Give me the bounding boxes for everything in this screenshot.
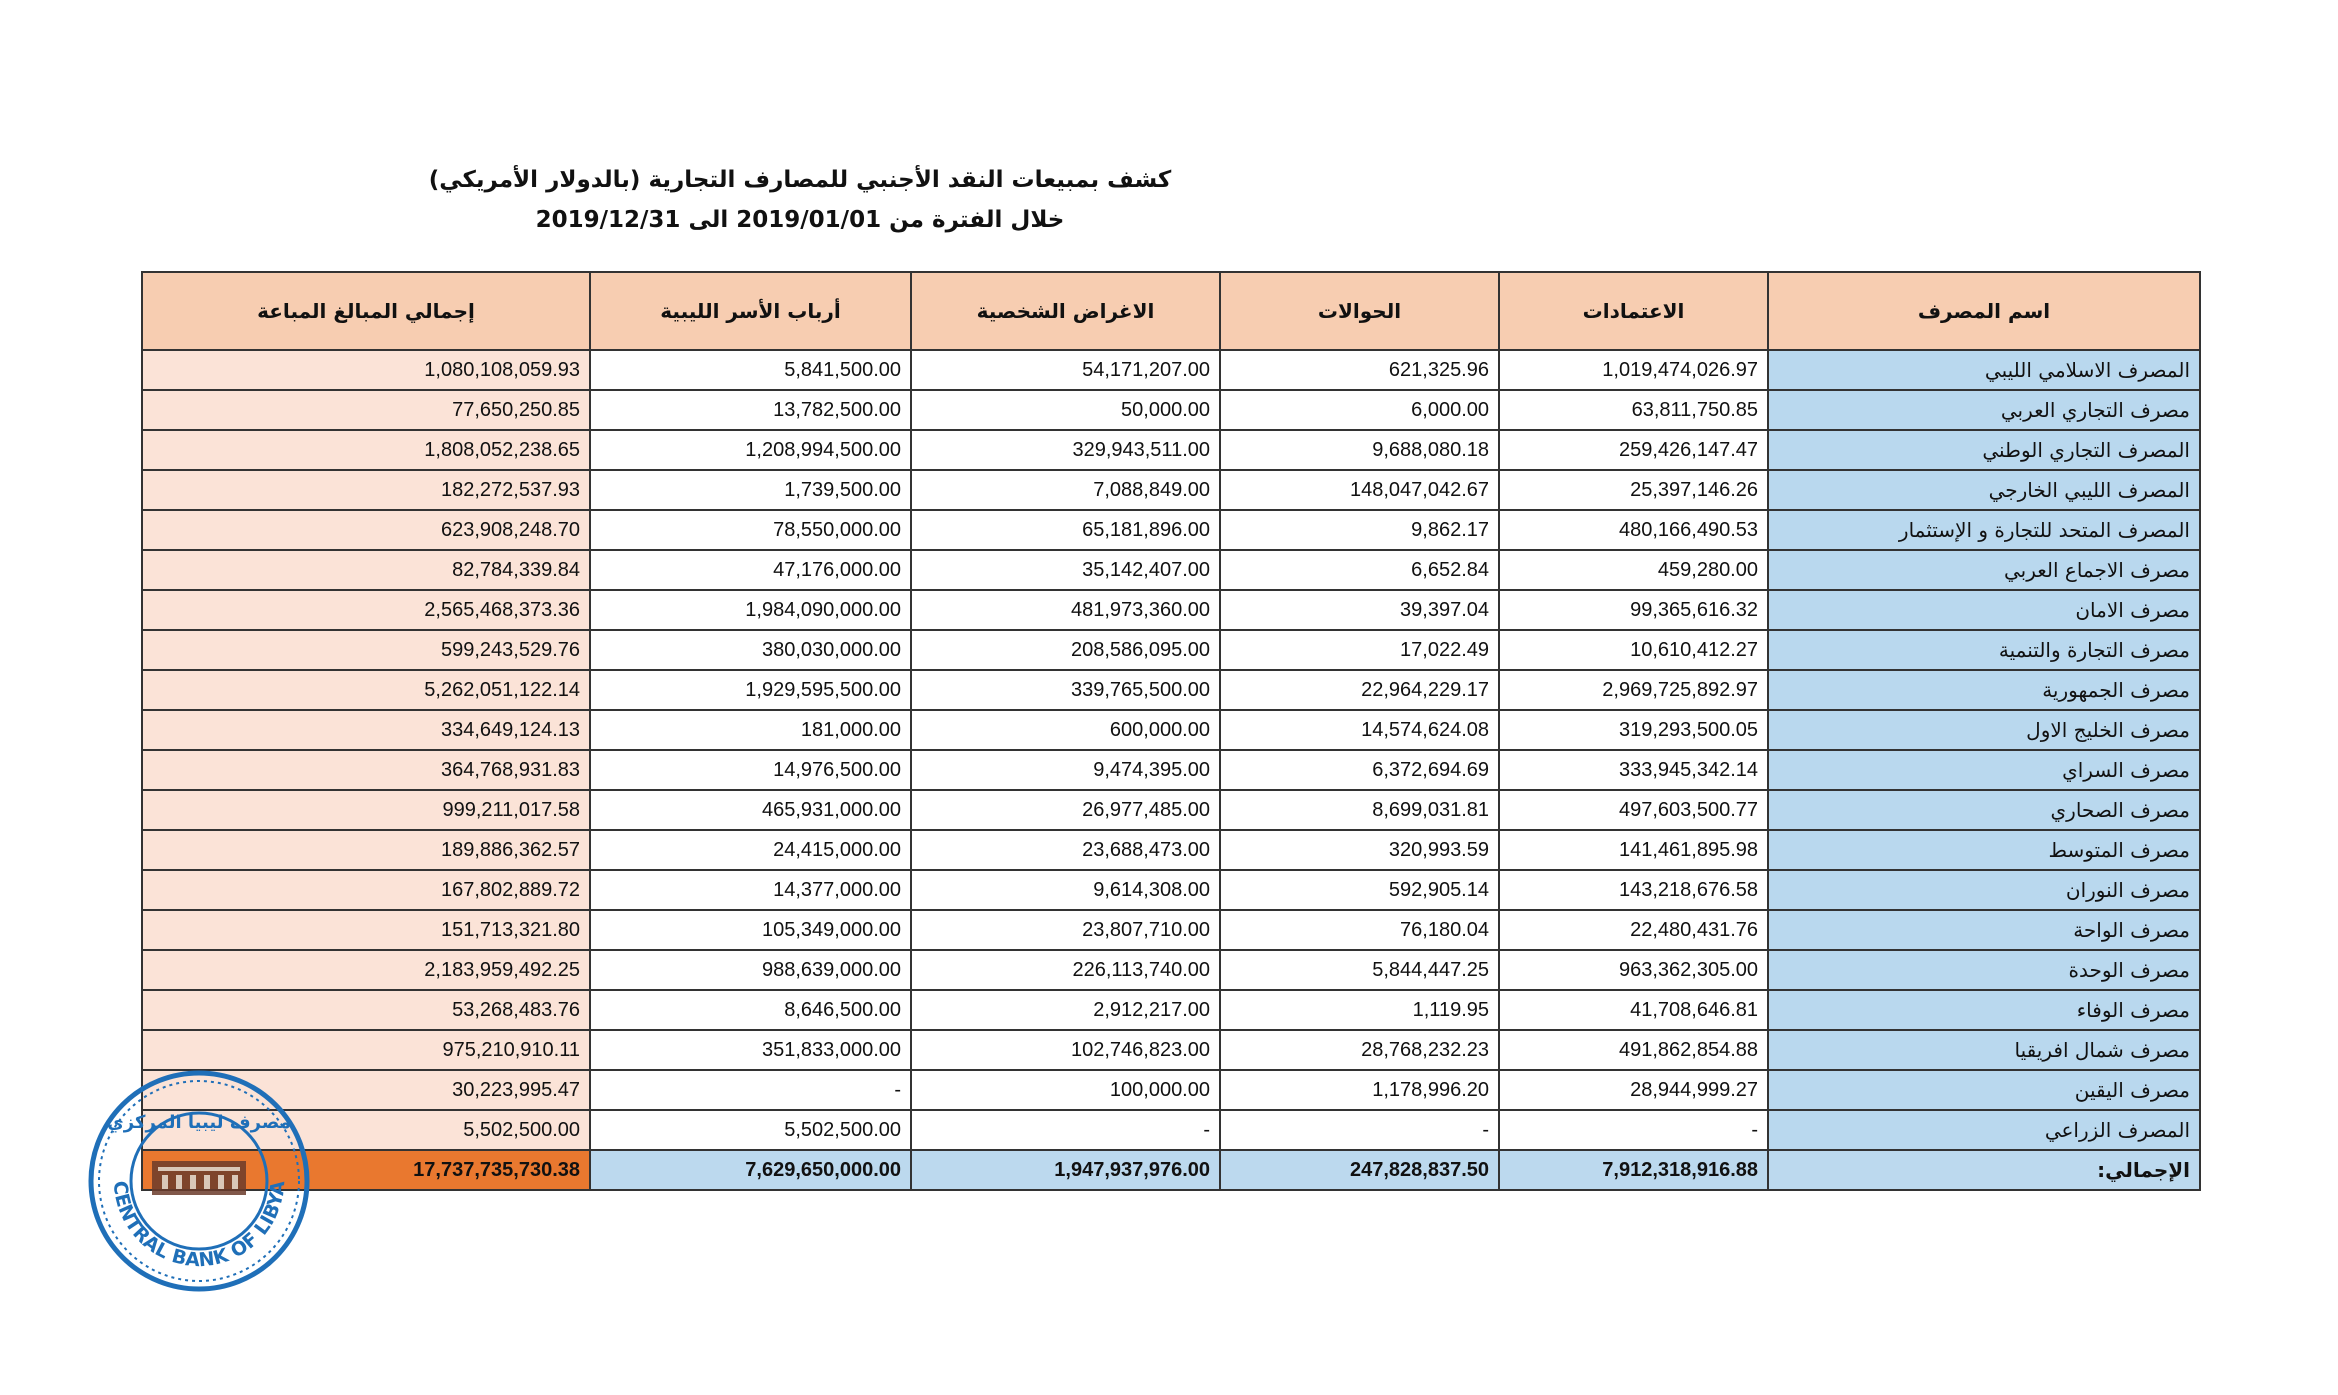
cell-families: 351,833,000.00 (590, 1030, 911, 1070)
cell-credits: 10,610,412.27 (1499, 630, 1768, 670)
cell-credits: 491,862,854.88 (1499, 1030, 1768, 1070)
cell-total: 82,784,339.84 (142, 550, 590, 590)
cell-transfers: 6,372,694.69 (1220, 750, 1499, 790)
cell-families: 24,415,000.00 (590, 830, 911, 870)
cell-credits: 333,945,342.14 (1499, 750, 1768, 790)
cell-credits: 41,708,646.81 (1499, 990, 1768, 1030)
cell-total: 5,502,500.00 (142, 1110, 590, 1150)
cell-families: 14,377,000.00 (590, 870, 911, 910)
cell-total: 189,886,362.57 (142, 830, 590, 870)
cell-families: 13,782,500.00 (590, 390, 911, 430)
cell-bank-name: المصرف الزراعي (1768, 1110, 2200, 1150)
table-row (142, 630, 2200, 670)
cell-families: 181,000.00 (590, 710, 911, 750)
cell-transfers: 320,993.59 (1220, 830, 1499, 870)
header-total: إجمالي المبالغ المباعة (142, 272, 590, 350)
cell-families: 47,176,000.00 (590, 550, 911, 590)
table-row (142, 390, 2200, 430)
cell-families: 78,550,000.00 (590, 510, 911, 550)
totals-transfers: 247,828,837.50 (1220, 1150, 1499, 1190)
cell-families: 1,929,595,500.00 (590, 670, 911, 710)
document-period: خلال الفترة من 2019/01/01 الى 2019/12/31 (535, 207, 1065, 233)
cell-bank-name: مصرف المتوسط (1768, 830, 2200, 870)
cell-credits: 63,811,750.85 (1499, 390, 1768, 430)
cell-personal: 26,977,485.00 (911, 790, 1220, 830)
cell-bank-name: مصرف الصحاري (1768, 790, 2200, 830)
header-bank: اسم المصرف (1768, 272, 2200, 350)
stamp-building-icon (152, 1161, 246, 1195)
cell-credits: 963,362,305.00 (1499, 950, 1768, 990)
cell-bank-name: مصرف التجاري العربي (1768, 390, 2200, 430)
cell-bank-name: مصرف الواحة (1768, 910, 2200, 950)
cell-bank-name: مصرف الاجماع العربي (1768, 550, 2200, 590)
cell-total: 53,268,483.76 (142, 990, 590, 1030)
totals-label: الإجمالي: (1768, 1150, 2200, 1190)
header-credits: الاعتمادات (1499, 272, 1768, 350)
table-row (142, 790, 2200, 830)
cell-transfers: 1,119.95 (1220, 990, 1499, 1030)
cell-credits: 141,461,895.98 (1499, 830, 1768, 870)
cell-credits: 497,603,500.77 (1499, 790, 1768, 830)
cell-bank-name: مصرف الوفاء (1768, 990, 2200, 1030)
cell-bank-name: المصرف المتحد للتجارة و الإستثمار (1768, 510, 2200, 550)
cell-credits: 259,426,147.47 (1499, 430, 1768, 470)
cell-bank-name: مصرف الخليج الاول (1768, 710, 2200, 750)
cell-total: 2,565,468,373.36 (142, 590, 590, 630)
table-row (142, 910, 2200, 950)
cell-personal: - (911, 1110, 1220, 1150)
header-personal: الاغراض الشخصية (911, 272, 1220, 350)
cell-credits: 28,944,999.27 (1499, 1070, 1768, 1110)
cell-total: 151,713,321.80 (142, 910, 590, 950)
cell-bank-name: مصرف الجمهورية (1768, 670, 2200, 710)
cell-credits: 480,166,490.53 (1499, 510, 1768, 550)
cell-bank-name: المصرف الاسلامي الليبي (1768, 350, 2200, 390)
cell-credits: 319,293,500.05 (1499, 710, 1768, 750)
cell-transfers: 9,862.17 (1220, 510, 1499, 550)
stamp-arabic-text: مصرف ليبيا المركزي (107, 1112, 291, 1133)
totals-grand: 17,737,735,730.38 (142, 1150, 590, 1190)
cell-transfers: 592,905.14 (1220, 870, 1499, 910)
cell-families: 465,931,000.00 (590, 790, 911, 830)
cell-personal: 102,746,823.00 (911, 1030, 1220, 1070)
document-title-block (0, 160, 1600, 240)
cell-personal: 54,171,207.00 (911, 350, 1220, 390)
cell-transfers: 14,574,624.08 (1220, 710, 1499, 750)
table-row (142, 950, 2200, 990)
cell-personal: 50,000.00 (911, 390, 1220, 430)
header-transfers: الحوالات (1220, 272, 1499, 350)
table-row (142, 510, 2200, 550)
cell-total: 999,211,017.58 (142, 790, 590, 830)
cell-personal: 226,113,740.00 (911, 950, 1220, 990)
cell-personal: 100,000.00 (911, 1070, 1220, 1110)
table-row (142, 870, 2200, 910)
cell-transfers: - (1220, 1110, 1499, 1150)
cell-families: 1,984,090,000.00 (590, 590, 911, 630)
table-row (142, 590, 2200, 630)
cell-personal: 9,614,308.00 (911, 870, 1220, 910)
cell-transfers: 148,047,042.67 (1220, 470, 1499, 510)
cell-personal: 329,943,511.00 (911, 430, 1220, 470)
cell-transfers: 6,652.84 (1220, 550, 1499, 590)
cell-transfers: 5,844,447.25 (1220, 950, 1499, 990)
cell-credits: 2,969,725,892.97 (1499, 670, 1768, 710)
cell-families: 988,639,000.00 (590, 950, 911, 990)
cell-families: 1,208,994,500.00 (590, 430, 911, 470)
cell-transfers: 39,397.04 (1220, 590, 1499, 630)
cell-total: 30,223,995.47 (142, 1070, 590, 1110)
totals-families: 7,629,650,000.00 (590, 1150, 911, 1190)
cell-families: 14,976,500.00 (590, 750, 911, 790)
cell-bank-name: المصرف التجاري الوطني (1768, 430, 2200, 470)
cell-total: 975,210,910.11 (142, 1030, 590, 1070)
cell-personal: 7,088,849.00 (911, 470, 1220, 510)
table-row (142, 1070, 2200, 1110)
central-bank-stamp (84, 1066, 314, 1296)
cell-personal: 23,807,710.00 (911, 910, 1220, 950)
cell-bank-name: مصرف الوحدة (1768, 950, 2200, 990)
totals-personal: 1,947,937,976.00 (911, 1150, 1220, 1190)
table-row (142, 830, 2200, 870)
cell-families: 380,030,000.00 (590, 630, 911, 670)
cell-personal: 339,765,500.00 (911, 670, 1220, 710)
table-row (142, 350, 2200, 390)
cell-transfers: 76,180.04 (1220, 910, 1499, 950)
table-row (142, 550, 2200, 590)
cell-credits: - (1499, 1110, 1768, 1150)
cell-families: - (590, 1070, 911, 1110)
cell-personal: 9,474,395.00 (911, 750, 1220, 790)
cell-personal: 35,142,407.00 (911, 550, 1220, 590)
table-row (142, 750, 2200, 790)
cell-bank-name: مصرف اليقين (1768, 1070, 2200, 1110)
totals-row (142, 1150, 2200, 1190)
table-row (142, 710, 2200, 750)
table-row (142, 990, 2200, 1030)
cell-transfers: 1,178,996.20 (1220, 1070, 1499, 1110)
cell-families: 8,646,500.00 (590, 990, 911, 1030)
cell-total: 1,808,052,238.65 (142, 430, 590, 470)
cell-transfers: 22,964,229.17 (1220, 670, 1499, 710)
cell-families: 105,349,000.00 (590, 910, 911, 950)
cell-total: 182,272,537.93 (142, 470, 590, 510)
cell-credits: 459,280.00 (1499, 550, 1768, 590)
cell-personal: 23,688,473.00 (911, 830, 1220, 870)
cell-families: 5,841,500.00 (590, 350, 911, 390)
cell-bank-name: المصرف الليبي الخارجي (1768, 470, 2200, 510)
cell-bank-name: مصرف شمال افريقيا (1768, 1030, 2200, 1070)
table-row (142, 470, 2200, 510)
table-row (142, 1110, 2200, 1150)
cell-families: 5,502,500.00 (590, 1110, 911, 1150)
cell-total: 334,649,124.13 (142, 710, 590, 750)
table-row (142, 1030, 2200, 1070)
cell-transfers: 8,699,031.81 (1220, 790, 1499, 830)
document-title: كشف بمبيعات النقد الأجنبي للمصارف التجارية (بالدولار الأمريكي) (428, 167, 1172, 193)
cell-credits: 143,218,676.58 (1499, 870, 1768, 910)
cell-credits: 1,019,474,026.97 (1499, 350, 1768, 390)
cell-families: 1,739,500.00 (590, 470, 911, 510)
cell-bank-name: مصرف السراي (1768, 750, 2200, 790)
cell-total: 623,908,248.70 (142, 510, 590, 550)
cell-bank-name: مصرف التجارة والتنمية (1768, 630, 2200, 670)
cell-bank-name: مصرف الامان (1768, 590, 2200, 630)
cell-personal: 600,000.00 (911, 710, 1220, 750)
table-row (142, 430, 2200, 470)
cell-total: 599,243,529.76 (142, 630, 590, 670)
cell-credits: 22,480,431.76 (1499, 910, 1768, 950)
header-row (142, 272, 2200, 350)
cell-transfers: 28,768,232.23 (1220, 1030, 1499, 1070)
sales-table (141, 271, 2201, 1191)
stamp-text: CENTRAL BANK OF LIBYA (108, 1179, 290, 1272)
cell-credits: 99,365,616.32 (1499, 590, 1768, 630)
cell-total: 5,262,051,122.14 (142, 670, 590, 710)
cell-personal: 2,912,217.00 (911, 990, 1220, 1030)
cell-transfers: 621,325.96 (1220, 350, 1499, 390)
cell-bank-name: مصرف النوران (1768, 870, 2200, 910)
cell-total: 364,768,931.83 (142, 750, 590, 790)
cell-personal: 481,973,360.00 (911, 590, 1220, 630)
cell-total: 2,183,959,492.25 (142, 950, 590, 990)
cell-personal: 65,181,896.00 (911, 510, 1220, 550)
table-row (142, 670, 2200, 710)
cell-total: 1,080,108,059.93 (142, 350, 590, 390)
cell-transfers: 17,022.49 (1220, 630, 1499, 670)
header-families: أرباب الأسر الليبية (590, 272, 911, 350)
totals-credits: 7,912,318,916.88 (1499, 1150, 1768, 1190)
cell-total: 167,802,889.72 (142, 870, 590, 910)
cell-transfers: 9,688,080.18 (1220, 430, 1499, 470)
cell-credits: 25,397,146.26 (1499, 470, 1768, 510)
cell-transfers: 6,000.00 (1220, 390, 1499, 430)
cell-total: 77,650,250.85 (142, 390, 590, 430)
cell-personal: 208,586,095.00 (911, 630, 1220, 670)
